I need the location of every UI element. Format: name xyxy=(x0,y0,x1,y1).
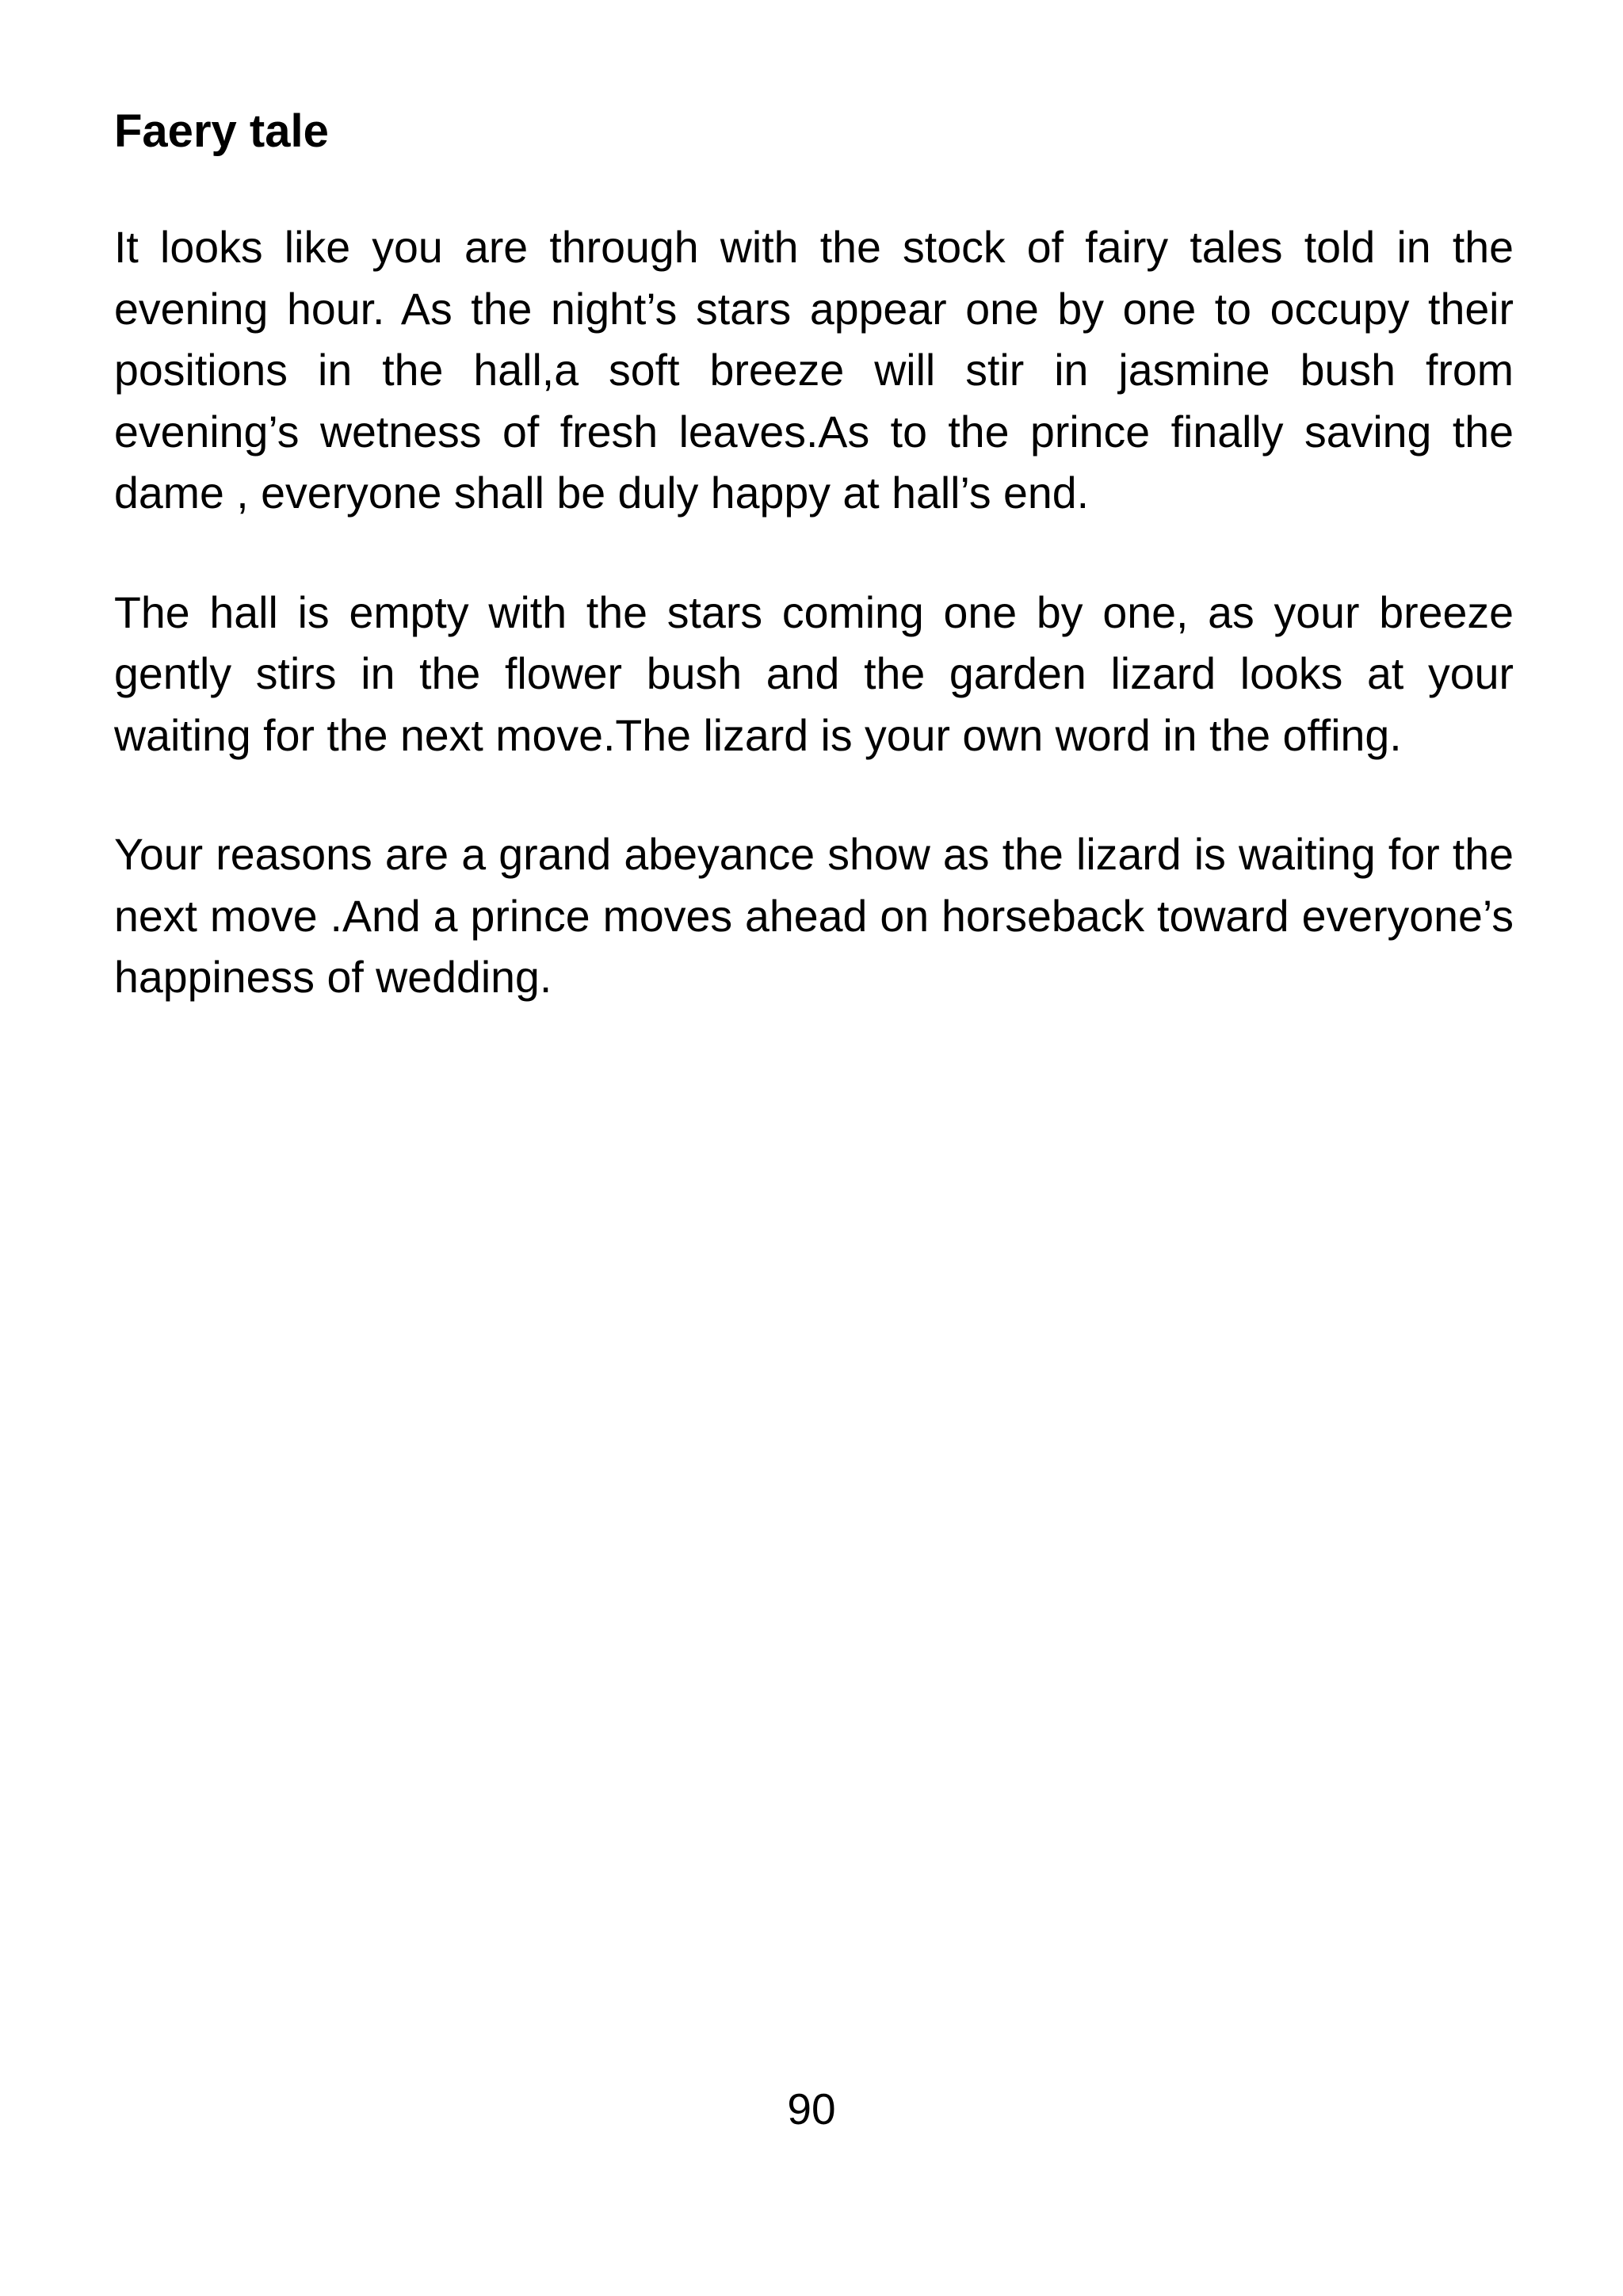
paragraph-1: It looks like you are through with the stock of fairy tales told in the evening hour. As the night’s stars appear one by one to occupy their positions in the hall,a soft breeze will stir in jasmine bush from evening’s wetness of fresh leaves.As to the prince finally saving the dame , everyone shall be duly happy at hall’s end. xyxy=(114,223,1514,518)
paragraph-3: Your reasons are a grand abeyance show as the lizard is waiting for the next move .And a prince moves ahead on horseback toward everyone’s happiness of wedding. xyxy=(114,830,1514,1002)
document-title: Faery tale xyxy=(114,105,329,157)
page-number: 90 xyxy=(787,2084,836,2134)
document-body xyxy=(114,100,1514,1009)
paragraph-2: The hall is empty with the stars coming one by one, as your breeze gently stirs in the flower bush and the garden lizard looks at your waiting for the next move.The lizard is your own word in the offing. xyxy=(114,587,1514,760)
